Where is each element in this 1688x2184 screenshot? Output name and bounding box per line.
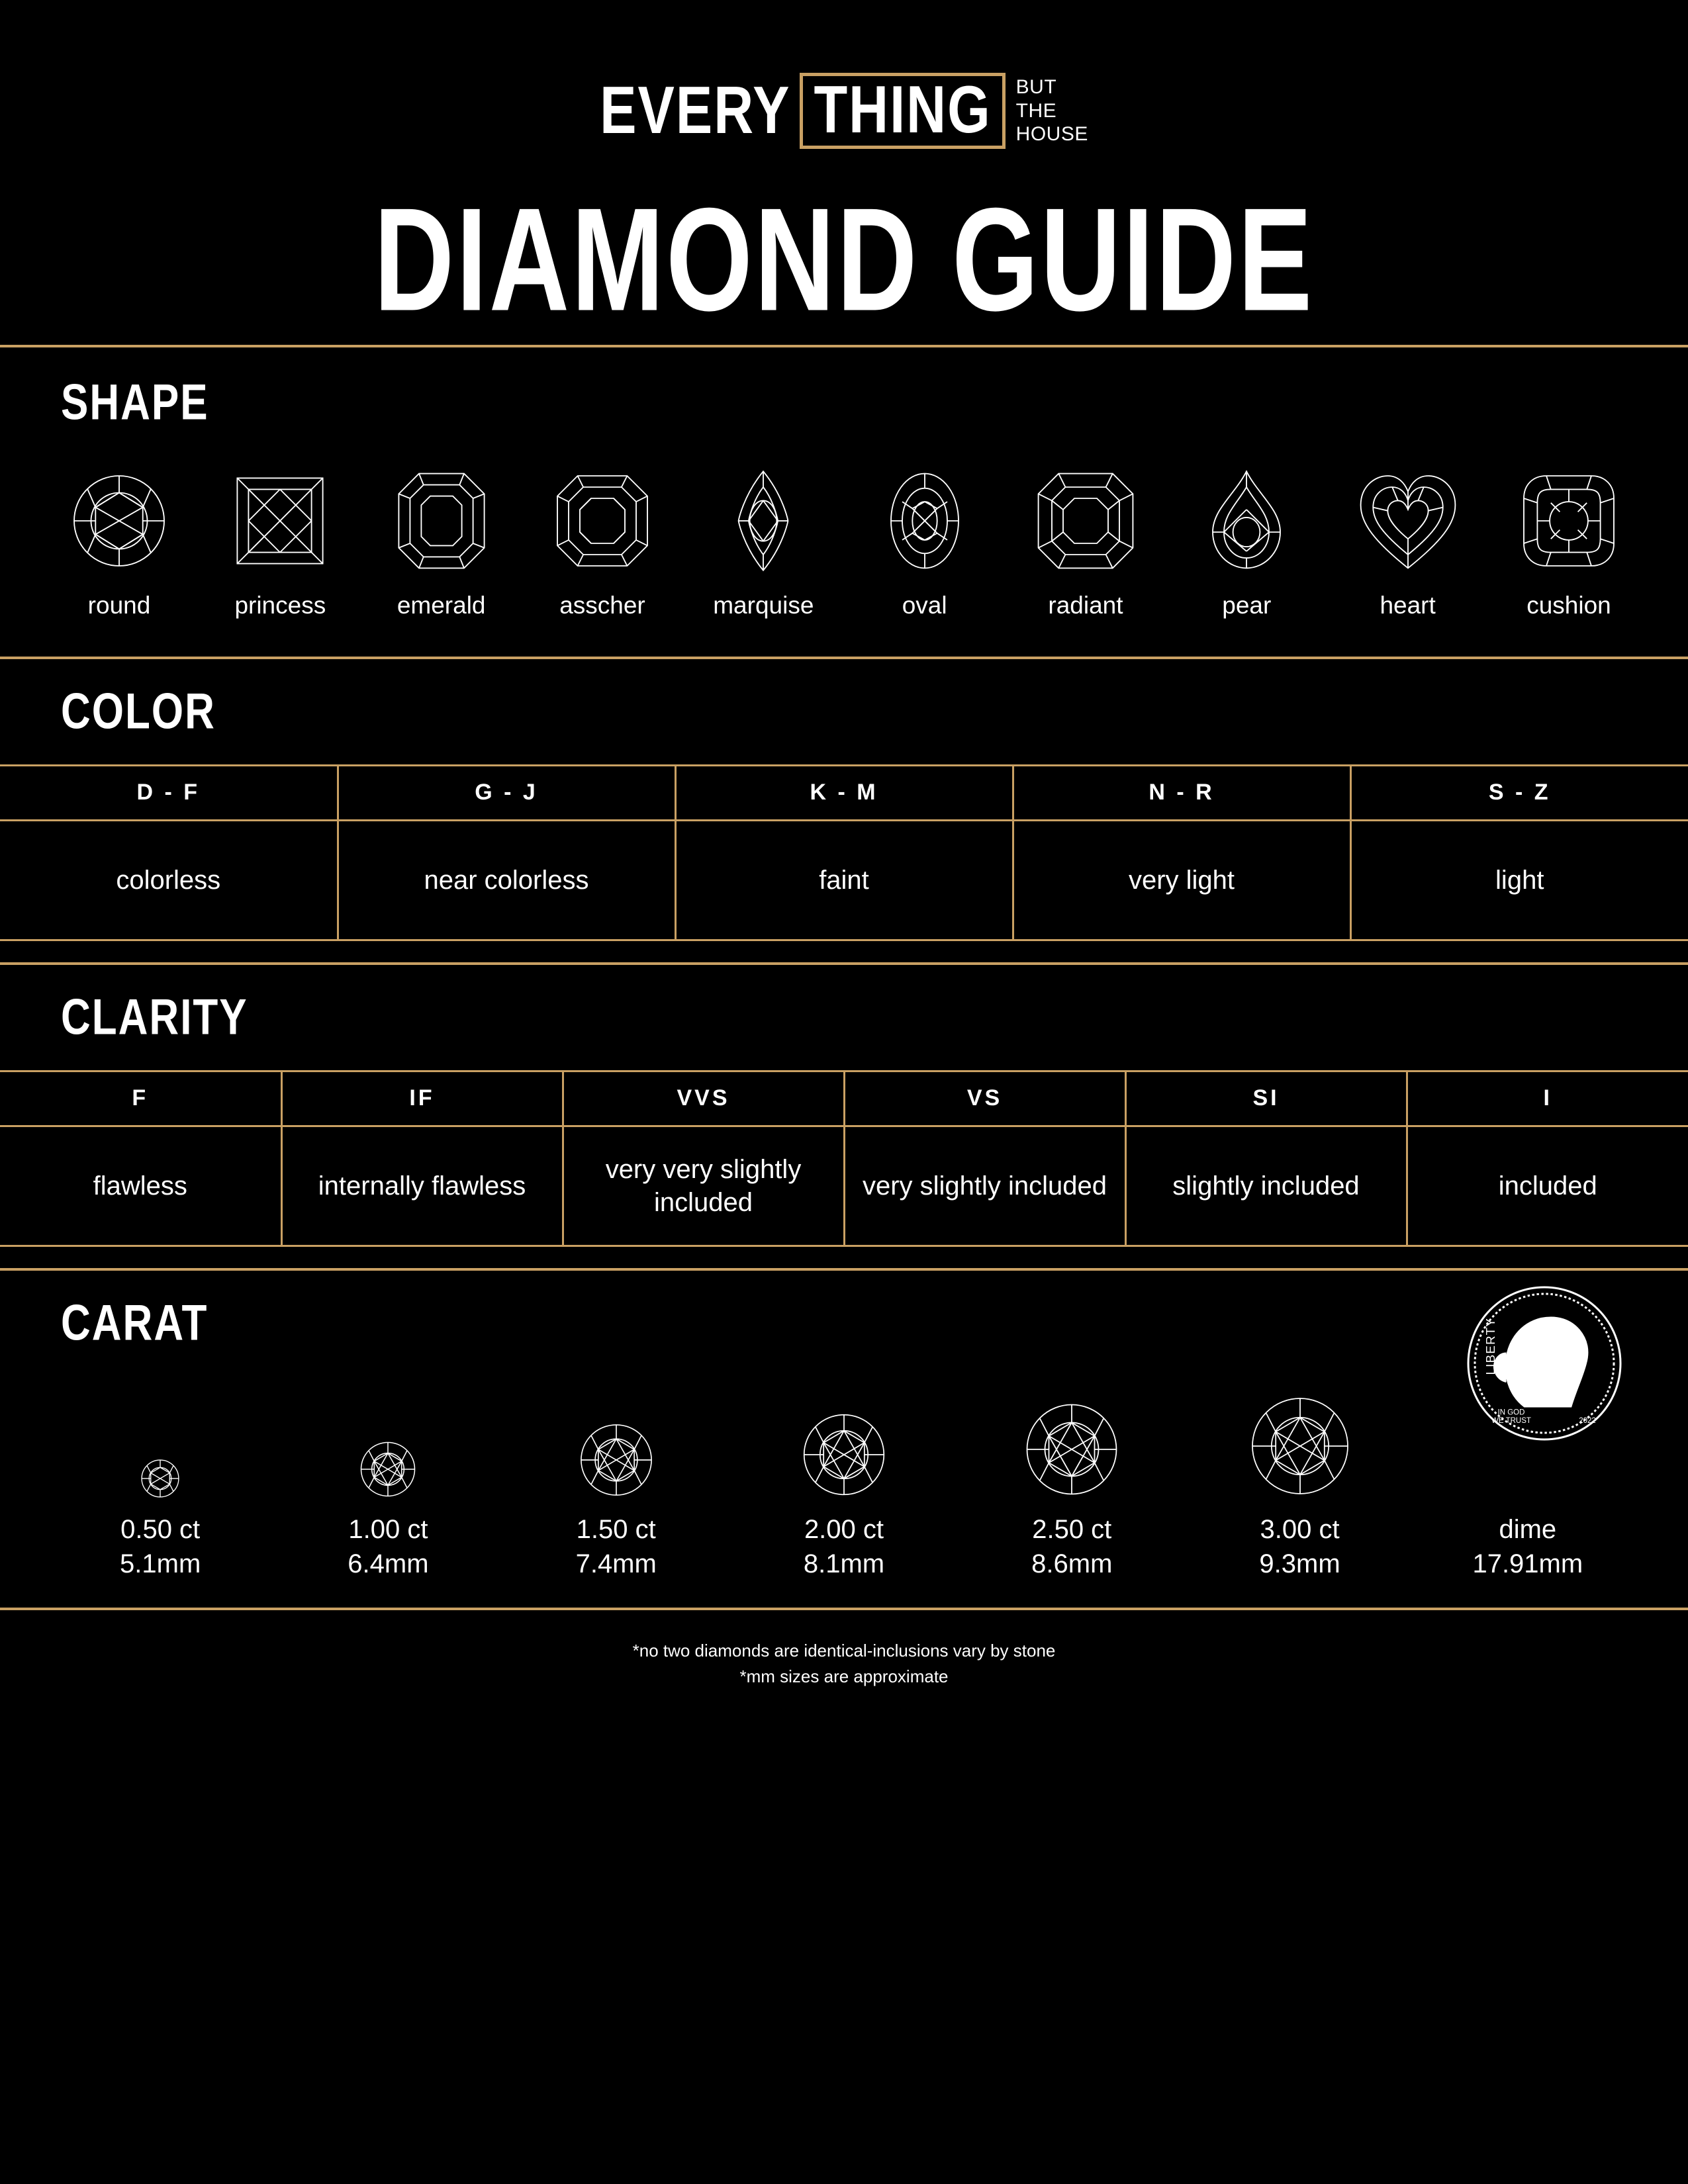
shape-item-marquise [697, 465, 829, 619]
shape-label: cushion [1526, 591, 1611, 619]
carat-size: 6.4mm [348, 1549, 429, 1578]
section-clarity [0, 965, 1688, 1268]
shape-item-princess [214, 465, 346, 619]
color-header-cell: S - Z [1350, 765, 1688, 820]
color-header-cell: D - F [0, 765, 338, 820]
carat-size: 5.1mm [120, 1549, 201, 1578]
carat-label [274, 1512, 502, 1581]
carat-label [958, 1512, 1186, 1581]
carat-label [730, 1512, 958, 1581]
dime-coin-icon [1462, 1281, 1627, 1446]
shape-label: emerald [397, 591, 486, 619]
round-diamond-icon [800, 1410, 888, 1499]
round-diamond-icon [63, 465, 175, 577]
carat-weight: 3.00 ct [1260, 1514, 1340, 1544]
svg-text:2022: 2022 [1579, 1416, 1596, 1425]
brand-tail-line3: HOUSE [1015, 123, 1088, 146]
clarity-value-cell: flawless [0, 1126, 281, 1246]
brand-logo [600, 73, 1088, 149]
divider-footer-top [0, 1608, 1688, 1610]
clarity-header-cell: F [0, 1071, 281, 1126]
color-header-cell: K - M [675, 765, 1013, 820]
color-value-cell: faint [675, 820, 1013, 940]
carat-list [0, 1367, 1688, 1581]
color-value-cell: near colorless [338, 820, 675, 940]
color-table [0, 764, 1688, 941]
section-carat [0, 1271, 1688, 1608]
shape-label: pear [1222, 591, 1272, 619]
page-title: DIAMOND GUIDE [373, 177, 1315, 341]
footnotes [0, 1621, 1688, 1690]
svg-text:WE TRUST: WE TRUST [1491, 1416, 1531, 1425]
color-header-cell: G - J [338, 765, 675, 820]
carat-label [46, 1512, 274, 1581]
shape-label: oval [902, 591, 947, 619]
clarity-value-cell: slightly included [1125, 1126, 1407, 1246]
carat-size: 8.1mm [803, 1549, 885, 1578]
color-value-cell: light [1350, 820, 1688, 940]
carat-label [1414, 1512, 1642, 1581]
shape-label: marquise [713, 591, 814, 619]
clarity-header-cell: VVS [563, 1071, 844, 1126]
shape-item-emerald [375, 465, 508, 619]
carat-label [1186, 1512, 1413, 1581]
brand-tail-line2: THE [1015, 99, 1057, 122]
carat-weight: 1.50 ct [576, 1514, 656, 1544]
table-row-values [0, 1126, 1688, 1246]
carat-weight: 2.00 ct [804, 1514, 884, 1544]
princess-diamond-icon [224, 465, 336, 577]
carat-item-100 [274, 1439, 502, 1581]
carat-item-200 [730, 1410, 958, 1581]
clarity-header-cell: I [1407, 1071, 1688, 1126]
dime-illustration [1462, 1281, 1627, 1449]
brand-word-thing-box [800, 73, 1005, 149]
cushion-diamond-icon [1513, 465, 1625, 577]
shape-label: round [87, 591, 151, 619]
clarity-value-cell: internally flawless [281, 1126, 563, 1246]
round-diamond-icon [140, 1458, 181, 1499]
carat-weight: 1.00 ct [348, 1514, 428, 1544]
section-title-shape: SHAPE [61, 375, 209, 431]
color-value-cell: colorless [0, 820, 338, 940]
shape-list [0, 465, 1688, 619]
header [0, 0, 1688, 341]
table-row-values [0, 820, 1688, 940]
clarity-header-cell: SI [1125, 1071, 1407, 1126]
shape-item-cushion [1503, 465, 1635, 619]
table-row-headers [0, 765, 1688, 820]
section-title-carat: CARAT [61, 1295, 209, 1351]
clarity-header-cell: VS [844, 1071, 1125, 1126]
round-diamond-icon [358, 1439, 418, 1499]
clarity-value-cell: included [1407, 1126, 1688, 1246]
section-color [0, 659, 1688, 962]
color-value-cell: very light [1013, 820, 1350, 940]
brand-word-thing: THING [814, 71, 992, 148]
heart-diamond-icon [1352, 465, 1464, 577]
shape-item-oval [859, 465, 991, 619]
carat-item-250 [958, 1400, 1186, 1581]
svg-text:IN GOD: IN GOD [1497, 1408, 1525, 1417]
carat-item-150 [502, 1421, 730, 1581]
brand-word-every: EVERY [600, 72, 791, 148]
carat-size: 8.6mm [1031, 1549, 1113, 1578]
shape-item-radiant [1019, 465, 1152, 619]
brand-tail-line1: BUT [1015, 76, 1057, 99]
table-row-headers [0, 1071, 1688, 1126]
shape-item-heart [1342, 465, 1474, 619]
shape-label: princess [234, 591, 326, 619]
marquise-diamond-icon [707, 465, 820, 577]
round-diamond-icon [577, 1421, 655, 1499]
carat-weight: 0.50 ct [120, 1514, 201, 1544]
brand-tail [1016, 75, 1088, 146]
section-title-clarity: CLARITY [61, 989, 248, 1046]
section-shape [0, 347, 1688, 657]
carat-size: 17.91mm [1472, 1549, 1583, 1578]
svg-text:LIBERTY: LIBERTY [1483, 1317, 1497, 1375]
shape-label: radiant [1048, 591, 1123, 619]
section-title-color: COLOR [61, 684, 216, 740]
carat-item-300 [1186, 1393, 1413, 1581]
round-diamond-icon [1022, 1400, 1121, 1499]
clarity-table [0, 1070, 1688, 1247]
carat-weight: 2.50 ct [1032, 1514, 1112, 1544]
carat-weight: dime [1499, 1514, 1557, 1544]
shape-item-pear [1180, 465, 1313, 619]
clarity-value-cell: very very slightly included [563, 1126, 844, 1246]
carat-size: 9.3mm [1259, 1549, 1340, 1578]
clarity-value-cell: very slightly included [844, 1126, 1125, 1246]
footnote-line: *mm sizes are approximate [739, 1666, 949, 1686]
asscher-diamond-icon [546, 465, 659, 577]
carat-item-050 [46, 1458, 274, 1581]
shape-label: heart [1380, 591, 1436, 619]
color-header-cell: N - R [1013, 765, 1350, 820]
emerald-diamond-icon [385, 465, 498, 577]
footnote-line: *no two diamonds are identical-inclusions vary by stone [632, 1640, 1056, 1661]
shape-label: asscher [559, 591, 645, 619]
shape-item-round [53, 465, 185, 619]
radiant-diamond-icon [1029, 465, 1142, 577]
clarity-header-cell: IF [281, 1071, 563, 1126]
oval-diamond-icon [868, 465, 981, 577]
pear-diamond-icon [1190, 465, 1303, 577]
carat-size: 7.4mm [575, 1549, 657, 1578]
carat-label [502, 1512, 730, 1581]
round-diamond-icon [1247, 1393, 1353, 1499]
shape-item-asscher [536, 465, 669, 619]
